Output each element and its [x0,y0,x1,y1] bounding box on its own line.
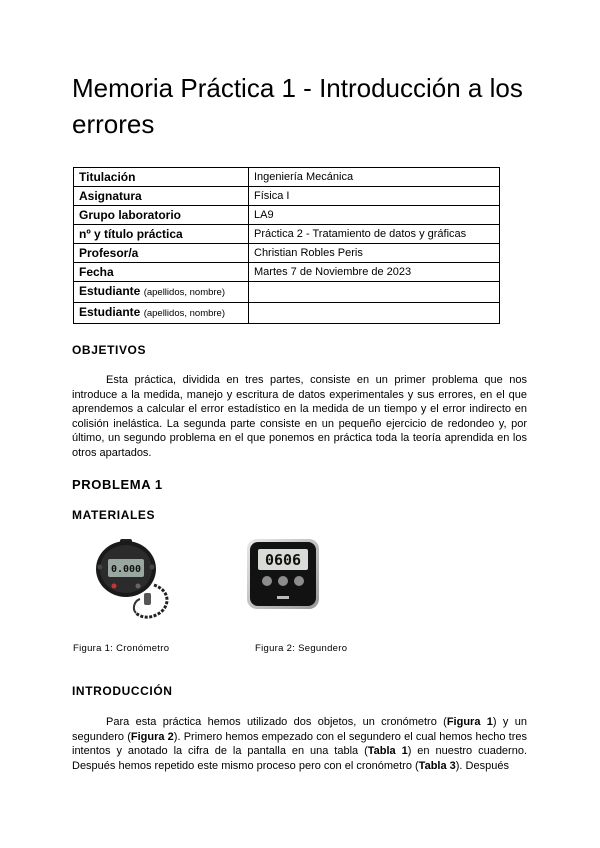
timer-image [246,538,320,610]
table-row [74,244,500,263]
row-label: Fecha [74,263,249,282]
row-value: LA9 [249,206,500,225]
row-value[interactable] [249,282,500,303]
table-row [74,303,500,324]
row-label: Profesor/a [74,244,249,263]
table-row [74,282,500,303]
timer-display: 0606 [264,551,302,569]
table-row [74,206,500,225]
row-label: Estudiante (apellidos, nombre) [74,282,249,303]
table-row [74,263,500,282]
stopwatch-display: 0.000 [110,564,142,575]
row-value: Ingeniería Mecánica [249,168,500,187]
row-label: nº y título práctica [74,225,249,244]
figure-2-caption: Figura 2: Segundero [255,643,348,654]
materiales-heading: MATERIALES [72,508,156,522]
stopwatch-image [92,537,188,625]
table-row [74,187,500,206]
row-value: Práctica 2 - Tratamiento de datos y gráficas [249,225,500,244]
row-value[interactable] [249,303,500,324]
objetivos-heading: OBJETIVOS [72,343,147,357]
info-table [73,167,500,324]
row-label: Asignatura [74,187,249,206]
document-title: Memoria Práctica 1 - Introducción a los errores [72,73,523,139]
row-value: Martes 7 de Noviembre de 2023 [249,263,500,282]
problema1-heading: PROBLEMA 1 [72,477,163,492]
row-value: Física I [249,187,500,206]
row-value: Christian Robles Peris [249,244,500,263]
introduccion-heading: INTRODUCCIÓN [72,684,173,698]
row-label: Estudiante (apellidos, nombre) [74,303,249,324]
table-row [74,168,500,187]
row-label: Grupo laboratorio [74,206,249,225]
figure-1-caption: Figura 1: Cronómetro [73,643,170,654]
table-row [74,225,500,244]
introduccion-paragraph: Para esta práctica hemos utilizado dos objetos, un cronómetro (Figura 1) y un segundero (Figura 2). Primero hemos empezado con el segundero el cual hemos hecho tres intentos y anotado la cifra de la pantalla en una tabla (Tabla 1) en nuestro cuaderno. Después hemos repetido este mismo proceso pero con el cronómetro (Tabla 3). Después [72,716,528,772]
objetivos-paragraph: Esta práctica, dividida en tres partes, consiste en un primer problema que nos introduce a la medida, manejo y escritura de datos experimentales y sus errores, en el que aprendemos a calcular el error estadístico en la medida de un tiempo y el error indirecto en colisión inelástica. La segunda parte consiste en un pequeño ejercicio de redondeo y, por último, un segundo problema en el que ponemos en práctica toda la teoría aprendida en los otros apartados. [72,374,527,459]
row-label: Titulación [74,168,249,187]
